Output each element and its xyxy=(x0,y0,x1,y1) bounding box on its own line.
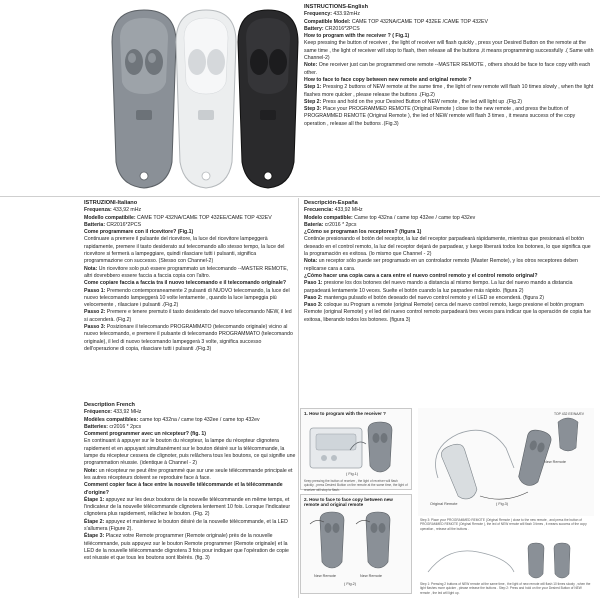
instruction-line-label: Comment copier face à face entre la nouvelle télécommande et la télécommande d'origine? xyxy=(84,482,283,496)
instruction-line-text: Un ricevitore solo può essere programmato un telecomando --MASTER REMOTE, altri dovrebbero essere faccia a faccia copia con l'altro. xyxy=(84,265,289,279)
instruction-line xyxy=(84,266,296,281)
instruction-line-label: Come programmare con il ricevitore? (Fig.1) xyxy=(84,229,194,236)
instruction-line xyxy=(84,438,296,467)
instruction-line xyxy=(304,77,596,84)
instruction-line xyxy=(84,215,296,222)
instruction-line xyxy=(84,482,296,497)
fig3-label: ( Fig.3) xyxy=(496,502,509,506)
instruction-line-text: un receptor sólo puede ser programado en un controlador remoto (Master Remote), y los otros receptores deben replicarse cara a cara. xyxy=(304,258,578,272)
diagrams-panel xyxy=(300,408,596,598)
instruction-line-label: Modèles compatibles: xyxy=(84,416,139,423)
espana-lines xyxy=(304,207,596,324)
instruction-line-text: mantenga pulsado el botón deseado del nuevo control remoto y el LED se encenderá. (figura 2) xyxy=(322,294,544,301)
instruction-line xyxy=(84,424,296,431)
french-title: Description French xyxy=(84,402,135,408)
instruction-line xyxy=(304,222,596,229)
instruction-line-text: Pressing 2 buttons of NEW remote at the same time , the light of new remote will flash 10 times slowly , when the light flashes more quicker , please release the buttons .(Fig.2) xyxy=(304,84,594,98)
instruction-line-label: Frequenza: xyxy=(84,207,112,214)
instruction-line xyxy=(304,215,596,222)
espana-instructions xyxy=(304,200,596,400)
remotes-product-photo xyxy=(102,2,302,192)
instruction-line-label: ¿Cómo se programan los receptores? (figura 1) xyxy=(304,229,422,236)
instruction-line-label: Étape 1: xyxy=(84,496,105,503)
instruction-line xyxy=(84,417,296,424)
fig1-illustration xyxy=(306,420,406,474)
fig2-title: 2. How to face to face copy between new remote and original remote xyxy=(304,497,393,507)
instruction-line-text: 433,92 mHz xyxy=(111,207,142,214)
fig3b-illustration xyxy=(418,542,594,582)
instruction-line-text: Continúe presionando el botón del receptor, la luz del receptor parpadeará rápidamente, mientras que presionará el botón deseado en el control remoto, la luz del receptor dejará de parpadear, y luego liberará todos los botones, lo que significa que la programación es exitosa. (lo mismo que Channel - 2) xyxy=(304,236,591,258)
french-lines xyxy=(84,409,296,562)
instruction-line xyxy=(304,40,596,62)
instruction-line xyxy=(304,84,596,99)
instruction-line-text: Came top 432na / came top 432ee / came top 432ev xyxy=(352,214,476,221)
instruction-line-label: Étape 2: xyxy=(84,518,105,525)
instruction-line-text: Premere e tenere premuto il tasto desiderato del nuovo telecomando NEW, il led si accenderà. (Fig.2) xyxy=(84,309,292,323)
instruction-line xyxy=(304,229,596,236)
fig1-label: ( Fig.1) xyxy=(346,472,359,476)
instruction-line-label: Paso 2: xyxy=(304,294,323,301)
instruction-line xyxy=(304,26,596,33)
instruction-line xyxy=(304,19,596,26)
instruction-line-text: Press and hold on the your Desired Button of NEW remote , the led will light up .(Fig.2) xyxy=(321,98,522,105)
instruction-line-text: appuyez sur les deux boutons de la nouvelle télécommande en même temps, et l'indicateur de la nouvelle télécommande clignotera lentement 10 fois. Lorsque l'indicateur clignotera plus rapidement, relâchez le bouton. (Fig. 2) xyxy=(84,496,291,518)
instruction-line xyxy=(84,431,296,438)
black-remote xyxy=(238,10,298,188)
instruction-line-text: cr2016 * 2pcs xyxy=(107,423,142,430)
instruction-line-label: Fréquence: xyxy=(84,409,112,416)
white-remote xyxy=(176,10,236,188)
fig1-note: Keep pressing the button of receiver , the light of receiver will flash quickly , press Desired Button on the remote at the same time, the light of receiver will stop to flash. xyxy=(304,479,408,492)
fig2-note: Step 1: Pressing 2 buttons of NEW remote at the same time , the light of new remote will flash 10 times slowly , when the light flashes more quicker , please release the buttons . Step 2: Press and hold on the your Desired Button of NEW remote , the led will light up. xyxy=(420,582,591,595)
instruction-line xyxy=(84,468,296,483)
instruction-line-text: cr2016 * 2pcs xyxy=(323,221,357,228)
french-instructions xyxy=(84,402,296,598)
fig3-illustration xyxy=(418,408,594,516)
instruction-line-text: Keep pressing the button of receiver , the light of receiver will flash quickly , press your Desired Button on the remote at the same time , the light of receiver will stop to flash, then release all the buttons ,it means programming successfully .( Same with Channel-2) xyxy=(304,40,594,62)
instruction-line-text: Premendo contemporaneamente 2 pulsanti di NUOVO telecomando, la luce del nuovo telecomando lampeggerà 10 volte lentamente , quando la luce lampeggia più velocemente , rilasciare i pulsanti .(Fig.2) xyxy=(84,287,290,309)
instruction-line xyxy=(304,99,596,106)
top-divider xyxy=(0,196,600,197)
fig2-illustration xyxy=(306,510,406,572)
instruction-line-text: 433,92 MHz xyxy=(333,207,363,214)
instruction-line xyxy=(84,207,296,214)
instruction-line-label: Passo 1: xyxy=(84,287,106,294)
instruction-line-label: Battery: xyxy=(304,25,324,32)
instruction-line-text: Place your PROGRAMMED REMOTE (Original Remote ) close to the new remote , and press the button of PROGRAMMED REMOTE (Original Remote ), the led of NEW remote will flash 3 times , it means success of the copy operation , release all the buttons .(Fig.3) xyxy=(304,106,576,127)
instruction-line xyxy=(304,280,596,295)
espana-title: Descripción-España xyxy=(304,200,358,206)
instruction-line-text: presione los dos botones del nuevo mando a distancia al mismo tiempo. La luz del nuevo mando a distancia parpadeará lentamente 10 veces. Suelte el botón cuando la luz parpadee más rápido. (figura 2) xyxy=(304,280,573,294)
instruction-line-label: Passo 3: xyxy=(84,324,106,331)
instruction-line-label: Paso 3: xyxy=(304,302,323,309)
instruction-line-label: Passo 2: xyxy=(84,309,106,316)
instruction-line xyxy=(304,258,596,273)
instruction-line-label: Paso 1: xyxy=(304,280,323,287)
instruction-line xyxy=(84,309,296,324)
instruction-line xyxy=(304,207,596,214)
instruction-line-text: CAME TOP 432NA/CAME TOP 432EE/CAME TOP 432EV xyxy=(135,214,272,221)
english-lines xyxy=(304,11,596,128)
instruction-line xyxy=(84,222,296,229)
instruction-line xyxy=(304,106,596,128)
instruction-line xyxy=(304,11,596,18)
instruction-line-text: One receiver just can be programmed one remote --MASTER REMOTE , others should be face to face copy with each other. xyxy=(304,62,591,76)
instruction-line xyxy=(84,533,296,562)
instruction-line-label: Step 1: xyxy=(304,84,322,91)
instruction-line xyxy=(84,497,296,519)
instruction-line xyxy=(304,273,596,280)
instruction-line-text: CR2016*2PCS xyxy=(105,221,142,228)
instruction-line-text: coloque su Program a remote (original Remote) cerca del nuevo control remoto, luego presione el botón program Remote (original Remote) y el led del nuevo control remoto parpadeará tres veces para indicar que la operación de copia fue exitosa, liberando todos los botones. (figura 3) xyxy=(304,302,591,323)
instruction-line xyxy=(304,236,596,258)
fig2-new-remote-label-a: New Remote xyxy=(314,574,336,578)
instruction-line-label: Frecuencia: xyxy=(304,207,334,214)
instruction-line-text: Placez votre Remote programmer (Remote originale) près de la nouvelle télécommande, puis appuyez sur le bouton Remote programmer (Remote originale) et la LED de la nouvelle télécommande clignotera 3 fois pour indiquer que l'opération de copie est réussie et que tous les boutons sont libérés. (fig. 3) xyxy=(84,533,289,562)
instruction-line-label: Step 3: xyxy=(304,106,322,113)
instruction-line-label: How to program with the receiver ? ( Fig.1) xyxy=(304,33,410,40)
instruction-line-text: En continuant à appuyer sur le bouton du récepteur, la lampe du récepteur clignotera rapidement et en appuyant simultanément sur le bouton désiré sur la télécommande, la lampe du récepteur cessera de clignoter, puis relâchera tous les boutons, ce qui signifie une programmation réussie. (identique à Channel - 2) xyxy=(84,438,296,467)
instruction-line xyxy=(304,33,596,40)
instruction-line-label: Comment programmer avec un récepteur? (fig. 1) xyxy=(84,431,206,438)
instruction-line-text: CR2016*2PCS xyxy=(323,25,360,32)
instruction-line-label: Note: xyxy=(304,62,318,69)
instruction-line-text: 433.92mHz xyxy=(331,11,360,18)
instruction-line-label: Note: xyxy=(84,467,98,474)
instruction-line-text: un récepteur ne peut être programmé que sur une seule télécommande principale et les autres récepteurs doivent se reproduire face à face. xyxy=(84,467,293,481)
fig3-note: Step 3: Place your PROGRAMMED REMOTE (Original Remote ) close to the new remote , and press the button of PROGRAMMED REMOTE (Original Remote ), the led of NEW remote will flash 3 times , it means success of the copy operation , release all the buttons . xyxy=(420,518,587,531)
instruction-line-label: Compatible Model: xyxy=(304,18,351,25)
instruction-line-text: appuyez et maintenez le bouton désiré de la nouvelle télécommande, et la LED s'allumera (Figure 2). xyxy=(84,518,288,533)
english-instructions xyxy=(304,4,596,194)
instruction-line-label: Step 2: xyxy=(304,98,322,105)
instruction-line-label: Nota: xyxy=(304,258,318,265)
italiano-title: ISTRUZIONI-Italiano xyxy=(84,200,138,206)
fig1-title: 1. How to program with the receiver ? xyxy=(304,411,386,416)
instruction-line-text: Continuare a premere il pulsante del ricevitore, la luce del ricevitore lampeggerà rapidamente, premere il tasto desiderato sul telecomando allo stesso tempo, la luce del ricevitore si fermerà a lampeggiare, quindi rilasciare tutti i pulsanti, significa programmazione con successo. (Stesso con Channel-2) xyxy=(84,236,285,265)
instruction-line-text: CAME TOP 432NA/CAME TOP 432EE /CAME TOP 432EV xyxy=(350,18,488,25)
column-divider xyxy=(298,198,299,598)
fig2-new-remote-label-b: New Remote xyxy=(360,574,382,578)
instruction-line xyxy=(304,62,596,77)
instruction-line xyxy=(84,409,296,416)
instruction-line xyxy=(84,324,296,353)
instruction-line-label: Batteries: xyxy=(84,423,108,430)
instruction-line-label: Nota: xyxy=(84,265,98,272)
fig3-original-remote-label: Original Remote xyxy=(430,502,458,506)
instruction-line-text: 433,92 MHz xyxy=(111,409,142,416)
fig2-label: ( Fig.2) xyxy=(344,582,357,586)
gray-remote xyxy=(112,10,176,188)
instruction-line-label: How to face to face copy between new remote and original remote ? xyxy=(304,76,472,83)
instruction-line-label: Étape 3: xyxy=(84,533,105,540)
instruction-line-label: Come copiare faccia a faccia tra il nuovo telecomando e il telecomando originale? xyxy=(84,280,287,287)
instruction-line xyxy=(84,519,296,534)
instruction-line-label: Batteria: xyxy=(84,221,106,228)
instruction-line xyxy=(304,302,596,324)
instruction-line-label: Modello compatibile: xyxy=(84,214,136,221)
fig3-new-remote-label: New Remote xyxy=(544,460,566,464)
instruction-line xyxy=(84,288,296,310)
instruction-line-label: Frequency: xyxy=(304,11,332,18)
italiano-instructions xyxy=(84,200,296,394)
instruction-line-label: Modelo compatible: xyxy=(304,214,353,221)
instruction-line-text: Posizionare il telecomando PROGRAMMATO (telecomando originale) vicino al nuovo telecomando, e premere il pulsante di telecomando PROGRAMMATO (telecomando originale), il led di nuovo telecomando lampeggerà 3 volte, significa successo dell'operazione di copia, rilasciare tutti i pulsanti .(Fig.3) xyxy=(84,324,293,352)
instruction-line-label: Batería: xyxy=(304,221,324,228)
instruction-line xyxy=(84,236,296,265)
instruction-line-label: ¿Cómo hacer una copia cara a cara entre el nuevo control remoto y el control remoto original? xyxy=(304,272,538,279)
italiano-lines xyxy=(84,207,296,353)
instruction-line xyxy=(84,280,296,287)
instruction-line xyxy=(84,229,296,236)
instruction-line xyxy=(304,295,596,302)
instruction-line-text: came top 432na / came top 432ee / came top 432ev xyxy=(138,416,260,423)
model-tag: TOP 432 EE/NA/EV xyxy=(554,412,585,416)
english-title: INSTRUCTIONS-English xyxy=(304,4,369,10)
